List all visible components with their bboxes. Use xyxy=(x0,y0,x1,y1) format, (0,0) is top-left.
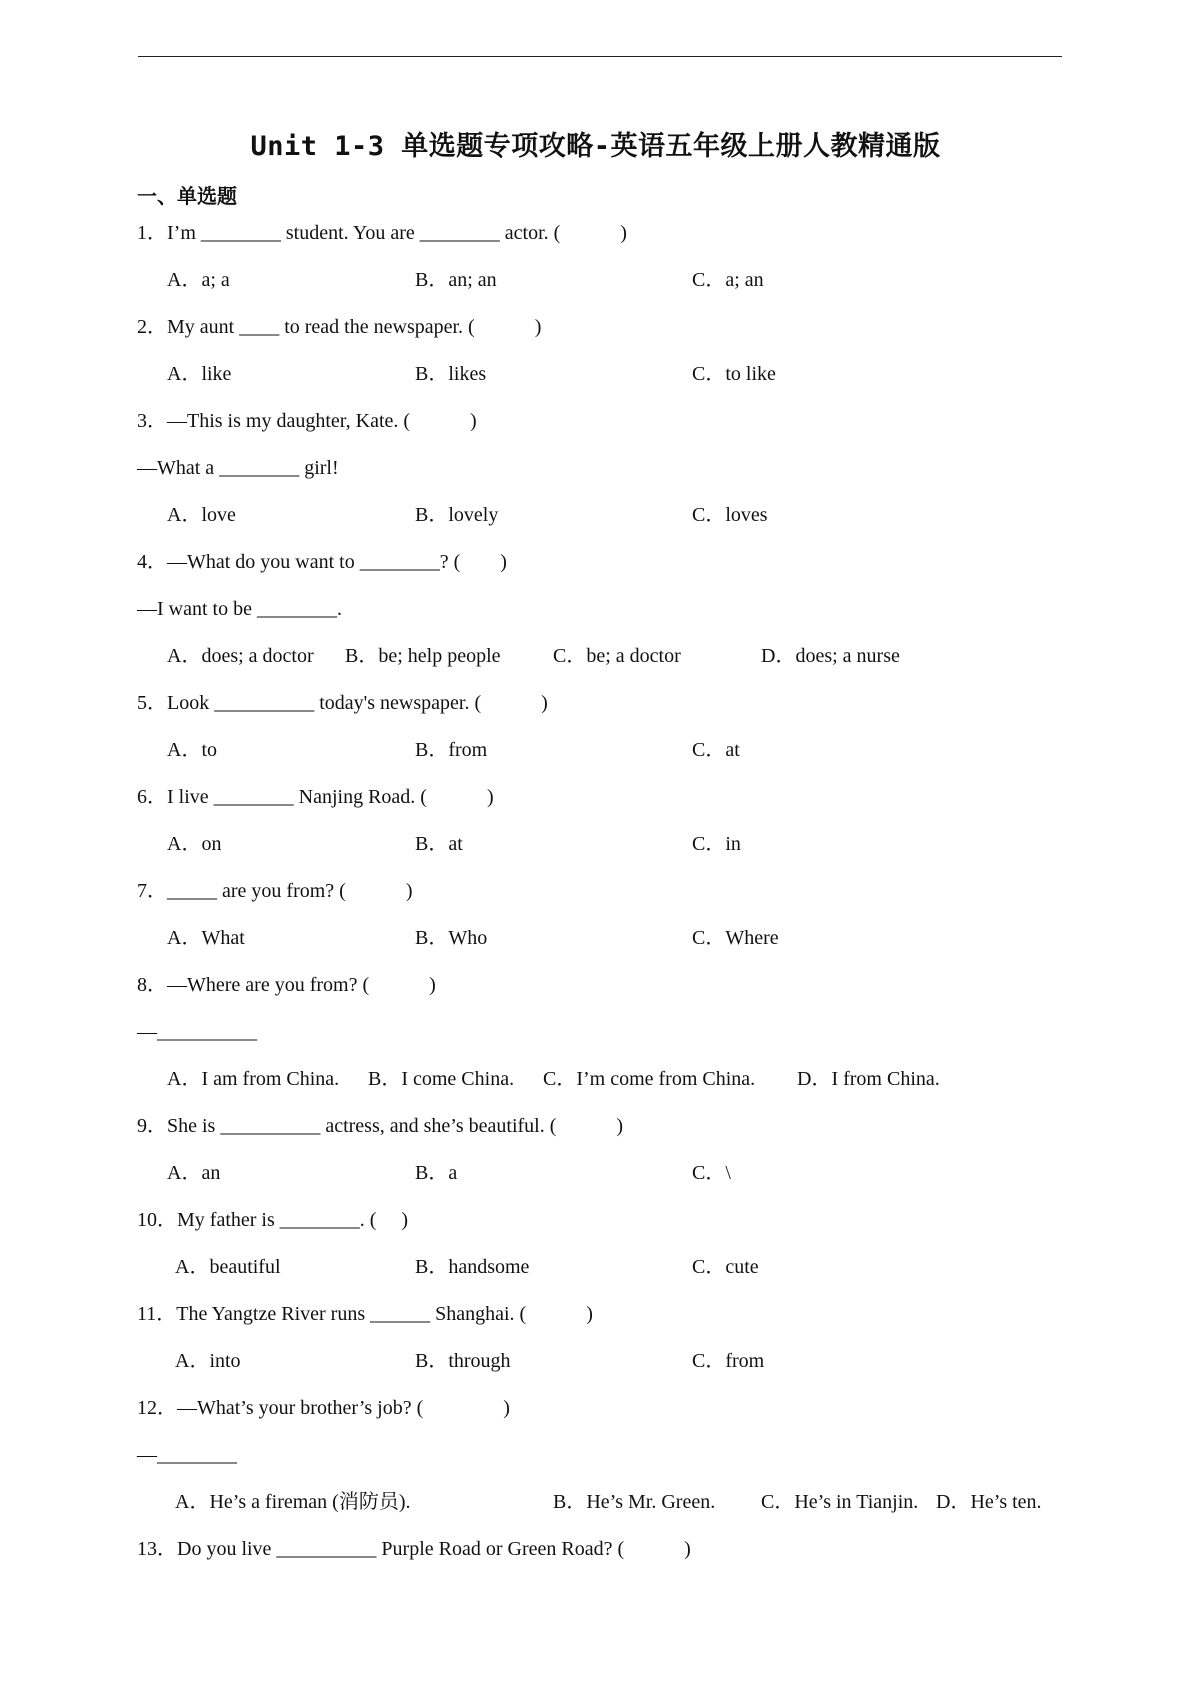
answer-option: A．I am from China. xyxy=(167,1068,340,1090)
question-line: 5．Look __________ today's newspaper. ( ) xyxy=(137,692,548,714)
header-rule xyxy=(138,56,1062,57)
answer-option: B．Who xyxy=(415,927,488,949)
answer-option: C．a; an xyxy=(692,269,764,291)
question-line: —__________ xyxy=(137,1021,257,1043)
answer-option: C．cute xyxy=(692,1256,759,1278)
answer-option: A．an xyxy=(167,1162,221,1184)
answer-option: A．like xyxy=(167,363,232,385)
answer-option: A．to xyxy=(167,739,217,761)
question-line: 10．My father is ________. ( ) xyxy=(137,1209,409,1231)
question-line: 2．My aunt ____ to read the newspaper. ( ) xyxy=(137,316,542,338)
answer-option: C．to like xyxy=(692,363,776,385)
question-line: 11．The Yangtze River runs ______ Shanghai. ( ) xyxy=(137,1303,593,1325)
question-line: —What a ________ girl! xyxy=(137,457,339,479)
question-line: —I want to be ________. xyxy=(137,598,342,620)
answer-option: C．Where xyxy=(692,927,779,949)
answer-option: C．loves xyxy=(692,504,768,526)
question-line: 13．Do you live __________ Purple Road or Green Road? ( ) xyxy=(137,1538,691,1560)
question-line: 8．—Where are you from? ( ) xyxy=(137,974,436,996)
answer-option: A．does; a doctor xyxy=(167,645,314,667)
answer-option: B．a xyxy=(415,1162,458,1184)
answer-option: D．He’s ten. xyxy=(936,1491,1042,1513)
answer-option: B．likes xyxy=(415,363,487,385)
answer-option: A．into xyxy=(175,1350,241,1372)
answer-option: B．lovely xyxy=(415,504,499,526)
page-title: Unit 1-3 单选题专项攻略-英语五年级上册人教精通版 xyxy=(250,131,941,162)
answer-option: C．be; a doctor xyxy=(553,645,681,667)
answer-option: A．on xyxy=(167,833,222,855)
question-line: 12．—What’s your brother’s job? ( ) xyxy=(137,1397,510,1419)
answer-option: B．I come China. xyxy=(368,1068,515,1090)
answer-option: C．at xyxy=(692,739,740,761)
answer-option: C．He’s in Tianjin. xyxy=(761,1491,919,1513)
answer-option: B．He’s Mr. Green. xyxy=(553,1491,716,1513)
question-line: 9．She is __________ actress, and she’s beautiful. ( ) xyxy=(137,1115,624,1137)
answer-option: C．in xyxy=(692,833,741,855)
answer-option: A．a; a xyxy=(167,269,230,291)
answer-option: B．handsome xyxy=(415,1256,530,1278)
section-heading: 一、单选题 xyxy=(137,184,237,208)
question-line: 6．I live ________ Nanjing Road. ( ) xyxy=(137,786,494,808)
answer-option: A．He’s a fireman (消防员). xyxy=(175,1491,411,1513)
answer-option: B．at xyxy=(415,833,463,855)
answer-option: C．\ xyxy=(692,1162,731,1184)
answer-option: B．through xyxy=(415,1350,511,1372)
answer-option: A．beautiful xyxy=(175,1256,281,1278)
answer-option: D．does; a nurse xyxy=(761,645,900,667)
answer-option: B．be; help people xyxy=(345,645,501,667)
question-line: 4．—What do you want to ________? ( ) xyxy=(137,551,507,573)
answer-option: A．What xyxy=(167,927,245,949)
answer-option: A．love xyxy=(167,504,236,526)
question-line: 7．_____ are you from? ( ) xyxy=(137,880,413,902)
question-line: —________ xyxy=(137,1444,237,1466)
answer-option: B．an; an xyxy=(415,269,497,291)
answer-option: C．I’m come from China. xyxy=(543,1068,756,1090)
answer-option: B．from xyxy=(415,739,488,761)
answer-option: D．I from China. xyxy=(797,1068,940,1090)
answer-option: C．from xyxy=(692,1350,765,1372)
question-line: 1．I’m ________ student. You are ________ actor. ( ) xyxy=(137,222,627,244)
question-line: 3．—This is my daughter, Kate. ( ) xyxy=(137,410,477,432)
